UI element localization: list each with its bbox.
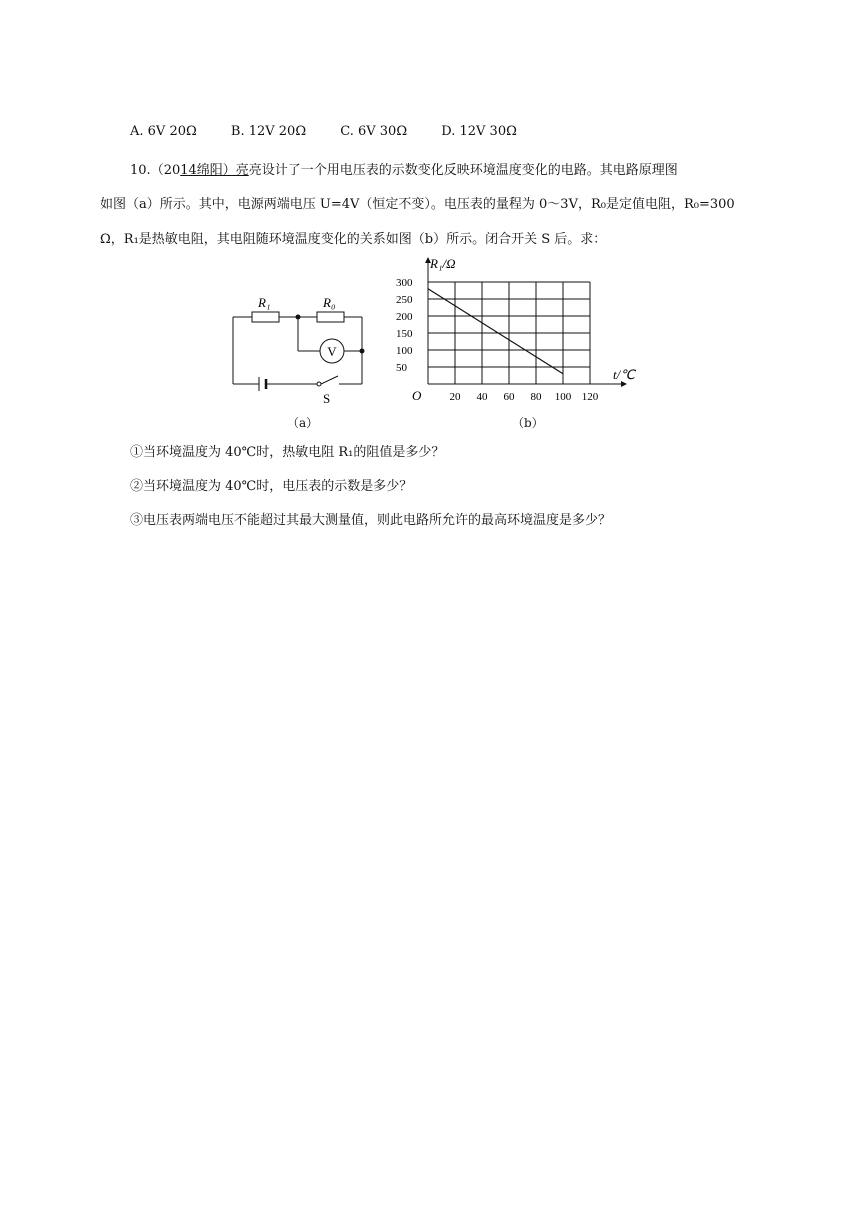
source-underlined: 14绵阳）亮 (180, 163, 249, 178)
x-tick-label: 60 (503, 391, 515, 403)
junction-right (360, 349, 365, 354)
circuit-diagram (225, 290, 375, 410)
junction-left (296, 315, 301, 320)
y-tick-label: 50 (396, 362, 407, 374)
switch-blade (321, 376, 338, 384)
x-tick-label: 100 (554, 391, 572, 403)
y-tick-label: 250 (396, 294, 413, 306)
x-tick-label: 40 (476, 391, 488, 403)
question-3: ③电压表两端电压不能超过其最大测量值，则此电路所允许的最高环境温度是多少？ (130, 513, 612, 528)
option-c: C. 6V 30Ω (340, 124, 408, 139)
option-a: A. 6V 20Ω (130, 124, 197, 139)
switch-contact-left (317, 382, 321, 386)
label-r1: R₁ (258, 295, 271, 310)
caption-a: （a） (287, 416, 319, 430)
problem-number: 10. (130, 163, 151, 178)
label-s: S (323, 391, 331, 406)
chart-grid (428, 282, 590, 384)
x-tick-label: 80 (530, 391, 542, 403)
x-tick-label: 20 (449, 391, 461, 403)
y-axis-label: R₁/Ω (430, 256, 456, 271)
option-b: B. 12V 20Ω (230, 124, 307, 139)
option-d: D. 12V 30Ω (441, 124, 517, 139)
problem-line-2: 如图（a）所示。其中，电源两端电压 U=4V（恒定不变）。电压表的量程为 0～3V，R₀是定值电阻，R₀=300 (100, 197, 735, 212)
origin-label: O (412, 388, 422, 403)
question-2: ②当环境温度为 40℃时，电压表的示数是多少？ (130, 479, 413, 494)
y-tick-label: 300 (396, 277, 413, 289)
problem-line-1 (130, 159, 678, 178)
x-axis-label: t/℃ (613, 367, 635, 382)
caption-b: （b） (512, 416, 544, 430)
label-v: V (327, 344, 337, 359)
resistance-temperature-chart (370, 252, 660, 412)
series-line (428, 289, 563, 374)
resistor-r1 (252, 312, 279, 322)
question-1: ①当环境温度为 40℃时，热敏电阻 R₁的阻值是多少？ (130, 445, 445, 460)
options-line (130, 124, 547, 139)
y-tick-label: 100 (396, 345, 413, 357)
problem-text-1: 亮设计了一个用电压表的示数变化反映环境温度变化的电路。其电路原理图 (248, 163, 678, 178)
x-tick-label: 120 (581, 391, 599, 403)
problem-line-3: Ω，R₁是热敏电阻，其电阻随环境温度变化的关系如图（b）所示。闭合开关 S 后。求： (100, 232, 607, 247)
source-prefix: （20 (150, 163, 181, 178)
y-tick-label: 200 (396, 311, 413, 323)
label-r0: R₀ (323, 295, 336, 310)
y-tick-label: 150 (396, 328, 413, 340)
resistor-r0 (317, 312, 344, 322)
